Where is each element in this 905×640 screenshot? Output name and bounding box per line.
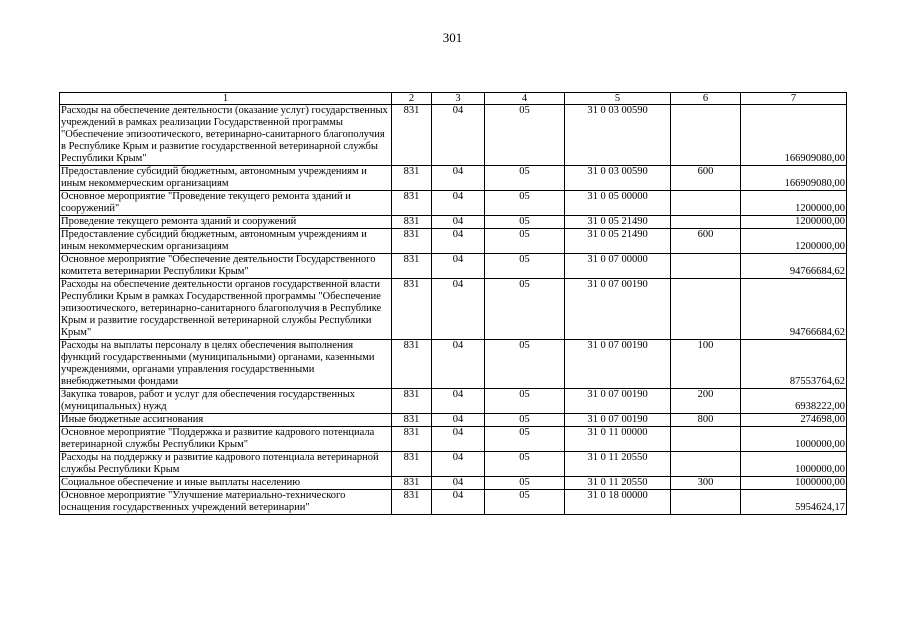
table-row (60, 166, 847, 191)
cell-name: Иные бюджетные ассигнования (60, 414, 392, 427)
cell-sum: 1200000,00 (741, 229, 847, 254)
cell-sum: 1200000,00 (741, 191, 847, 216)
cell-vr (671, 191, 741, 216)
cell-csr: 31 0 07 00190 (565, 279, 671, 340)
cell-pr: 05 (485, 389, 565, 414)
cell-rz: 04 (432, 340, 485, 389)
table-row (60, 340, 847, 389)
cell-name: Расходы на выплаты персоналу в целях обеспечения выполнения функций государственными (муниципальными) органами, казенными учреждениями, органами управления государственными внебюджетными фондами (60, 340, 392, 389)
cell-csr: 31 0 03 00590 (565, 105, 671, 166)
cell-sum: 166909080,00 (741, 166, 847, 191)
cell-rz: 04 (432, 452, 485, 477)
table-row (60, 452, 847, 477)
cell-sum: 1000000,00 (741, 452, 847, 477)
table-row (60, 389, 847, 414)
cell-csr: 31 0 18 00000 (565, 490, 671, 515)
table-row (60, 427, 847, 452)
cell-csr: 31 0 11 20550 (565, 477, 671, 490)
cell-rz: 04 (432, 105, 485, 166)
cell-vr (671, 452, 741, 477)
cell-grbs: 831 (392, 414, 432, 427)
cell-pr: 05 (485, 216, 565, 229)
cell-name: Расходы на поддержку и развитие кадрового потенциала ветеринарной службы Республики Крым (60, 452, 392, 477)
cell-csr: 31 0 05 21490 (565, 216, 671, 229)
cell-sum: 274698,00 (741, 414, 847, 427)
page-number: 301 (442, 30, 463, 45)
cell-pr: 05 (485, 490, 565, 515)
cell-grbs: 831 (392, 279, 432, 340)
cell-rz: 04 (432, 166, 485, 191)
table-row (60, 191, 847, 216)
cell-name: Закупка товаров, работ и услуг для обеспечения государственных (муниципальных) нужд (60, 389, 392, 414)
cell-name: Основное мероприятие "Обеспечение деятельности Государственного комитета ветеринарии Республики Крым" (60, 254, 392, 279)
header-cell: 4 (485, 93, 565, 105)
cell-name: Расходы на обеспечение деятельности (оказание услуг) государственных учреждений в рамках реализации Государственной программы "Обеспечение эпизоотического, ветеринарно-санитарного благополучия в Республике Крым и развитие государственной ветеринарной службы Республики Крым" (60, 105, 392, 166)
table-row (60, 279, 847, 340)
table-row (60, 216, 847, 229)
cell-grbs: 831 (392, 166, 432, 191)
header-row (60, 93, 847, 105)
cell-name: Предоставление субсидий бюджетным, автономным учреждениям и иным некоммерческим организациям (60, 229, 392, 254)
header-cell: 1 (60, 93, 392, 105)
header-cell: 2 (392, 93, 432, 105)
cell-pr: 05 (485, 166, 565, 191)
cell-vr: 600 (671, 229, 741, 254)
cell-vr: 200 (671, 389, 741, 414)
cell-sum: 166909080,00 (741, 105, 847, 166)
cell-grbs: 831 (392, 427, 432, 452)
cell-name: Основное мероприятие "Проведение текущего ремонта зданий и сооружений" (60, 191, 392, 216)
cell-rz: 04 (432, 414, 485, 427)
cell-grbs: 831 (392, 105, 432, 166)
table-row (60, 105, 847, 166)
table-row (60, 254, 847, 279)
table-row (60, 490, 847, 515)
cell-rz: 04 (432, 477, 485, 490)
cell-vr: 100 (671, 340, 741, 389)
cell-sum: 1000000,00 (741, 427, 847, 452)
table-row (60, 477, 847, 490)
cell-rz: 04 (432, 191, 485, 216)
cell-grbs: 831 (392, 452, 432, 477)
cell-pr: 05 (485, 279, 565, 340)
header-cell: 5 (565, 93, 671, 105)
cell-pr: 05 (485, 477, 565, 490)
cell-grbs: 831 (392, 229, 432, 254)
cell-name: Основное мероприятие "Поддержка и развитие кадрового потенциала ветеринарной службы Республики Крым" (60, 427, 392, 452)
table-row (60, 229, 847, 254)
header-cell: 3 (432, 93, 485, 105)
cell-rz: 04 (432, 389, 485, 414)
cell-pr: 05 (485, 105, 565, 166)
cell-name: Предоставление субсидий бюджетным, автономным учреждениям и иным некоммерческим организациям (60, 166, 392, 191)
cell-pr: 05 (485, 340, 565, 389)
cell-csr: 31 0 07 00190 (565, 389, 671, 414)
cell-sum: 5954624,17 (741, 490, 847, 515)
cell-vr: 600 (671, 166, 741, 191)
cell-vr (671, 490, 741, 515)
cell-pr: 05 (485, 414, 565, 427)
cell-pr: 05 (485, 427, 565, 452)
cell-rz: 04 (432, 279, 485, 340)
cell-grbs: 831 (392, 389, 432, 414)
budget-table (59, 92, 847, 515)
cell-rz: 04 (432, 229, 485, 254)
cell-pr: 05 (485, 254, 565, 279)
cell-sum: 6938222,00 (741, 389, 847, 414)
cell-csr: 31 0 11 20550 (565, 452, 671, 477)
cell-vr (671, 279, 741, 340)
cell-grbs: 831 (392, 340, 432, 389)
cell-name: Проведение текущего ремонта зданий и сооружений (60, 216, 392, 229)
cell-rz: 04 (432, 490, 485, 515)
cell-grbs: 831 (392, 216, 432, 229)
cell-pr: 05 (485, 229, 565, 254)
cell-sum: 94766684,62 (741, 279, 847, 340)
cell-vr (671, 254, 741, 279)
cell-name: Социальное обеспечение и иные выплаты населению (60, 477, 392, 490)
header-cell: 6 (671, 93, 741, 105)
cell-grbs: 831 (392, 191, 432, 216)
cell-sum: 94766684,62 (741, 254, 847, 279)
cell-rz: 04 (432, 254, 485, 279)
cell-vr (671, 216, 741, 229)
cell-sum: 1200000,00 (741, 216, 847, 229)
cell-rz: 04 (432, 216, 485, 229)
cell-pr: 05 (485, 452, 565, 477)
cell-vr (671, 105, 741, 166)
cell-csr: 31 0 05 00000 (565, 191, 671, 216)
cell-grbs: 831 (392, 477, 432, 490)
cell-csr: 31 0 05 21490 (565, 229, 671, 254)
cell-name: Основное мероприятие "Улучшение материально-технического оснащения государственных учреждений ветеринарии" (60, 490, 392, 515)
cell-csr: 31 0 07 00000 (565, 254, 671, 279)
cell-rz: 04 (432, 427, 485, 452)
cell-csr: 31 0 11 00000 (565, 427, 671, 452)
cell-vr: 300 (671, 477, 741, 490)
cell-csr: 31 0 07 00190 (565, 414, 671, 427)
header-cell: 7 (741, 93, 847, 105)
cell-sum: 87553764,62 (741, 340, 847, 389)
cell-sum: 1000000,00 (741, 477, 847, 490)
table-row (60, 414, 847, 427)
cell-csr: 31 0 03 00590 (565, 166, 671, 191)
cell-vr: 800 (671, 414, 741, 427)
cell-grbs: 831 (392, 490, 432, 515)
cell-csr: 31 0 07 00190 (565, 340, 671, 389)
cell-grbs: 831 (392, 254, 432, 279)
table-body (60, 105, 847, 515)
cell-pr: 05 (485, 191, 565, 216)
cell-name: Расходы на обеспечение деятельности органов государственной власти Республики Крым в рамках Государственной программы "Обеспечение эпизоотического, ветеринарно-санитарного благополучия в Республике Крым и развитие государственной ветеринарной службы Республики Крым" (60, 279, 392, 340)
cell-vr (671, 427, 741, 452)
